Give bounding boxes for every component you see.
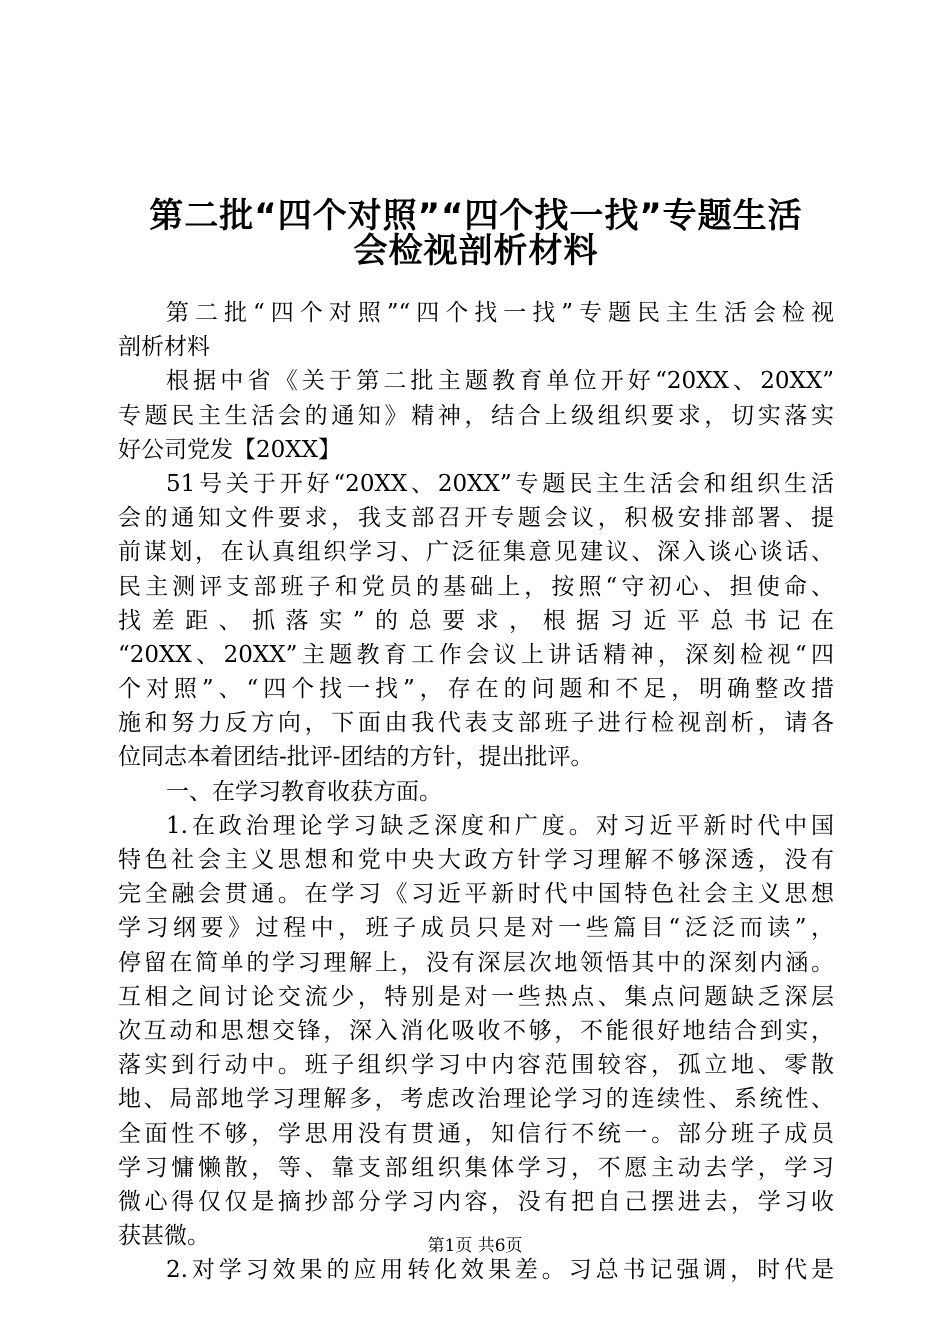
body-line: 次互动和思想交锋，深入消化吸收不够，不能很好地结合到实， bbox=[118, 1017, 834, 1044]
document-body bbox=[118, 296, 834, 1287]
body-line: 2.对学习效果的应用转化效果差。习总书记强调，时代是 bbox=[166, 1257, 834, 1284]
body-line: 专题民主生活会的通知》精神，结合上级组织要求，切实落实 bbox=[118, 402, 834, 429]
body-line: 剖析材料 bbox=[118, 334, 210, 361]
body-line: 地、局部地学习理解多，考虑改治理论学习的连续性、系统性、 bbox=[118, 1086, 834, 1113]
body-line: 学习纲要》过程中，班子成员只是对一些篇目“泛泛而读”， bbox=[118, 915, 834, 942]
body-line: 会的通知文件要求，我支部召开专题会议，积极安排部署、提 bbox=[118, 505, 834, 532]
body-line: 民主测评支部班子和党员的基础上，按照“守初心、担使命、 bbox=[118, 573, 834, 600]
body-line: 前谋划，在认真组织学习、广泛征集意见建议、深入谈心谈话、 bbox=[118, 539, 834, 566]
body-line: 施和努力反方向，下面由我代表支部班子进行检视剖析，请各 bbox=[118, 710, 834, 737]
body-line: 停留在简单的学习理解上，没有深层次地领悟其中的深刻内涵。 bbox=[118, 949, 834, 976]
body-line: 1.在政治理论学习缺乏深度和广度。对习近平新时代中国 bbox=[166, 812, 834, 839]
page-footer bbox=[0, 1231, 950, 1256]
body-line: 找差距、抓落实”的总要求，根据习近平总书记在 bbox=[118, 607, 834, 634]
body-line: 特色社会主义思想和党中央大政方针学习理解不够深透，没有 bbox=[118, 847, 834, 873]
body-line: 好公司党发【20XX】 bbox=[118, 436, 342, 463]
document-title-line-1: 第二批“四个对照”“四个找一找”专题生活 bbox=[149, 196, 803, 236]
body-line: 全面性不够，学思用没有贯通，知信行不统一。部分班子成员 bbox=[118, 1120, 834, 1147]
body-line: 第二批“四个对照”“四个找一找”专题民主生活会检视 bbox=[166, 300, 834, 326]
body-line: 学习慵懒散，等、靠支部组织集体学习，不愿主动去学，学习 bbox=[118, 1154, 834, 1181]
document-title-line-2: 会检视剖析材料 bbox=[353, 231, 599, 271]
body-line: 完全融会贯通。在学习《习近平新时代中国特色社会主义思想 bbox=[118, 881, 834, 908]
body-line: 根据中省《关于第二批主题教育单位开好“20XX、20XX” bbox=[166, 368, 834, 395]
body-line: 互相之间讨论交流少，特别是对一些热点、集点问题缺乏深层 bbox=[118, 983, 834, 1010]
body-line: “20XX、20XX”主题教育工作会议上讲话精神，深刻检视“四 bbox=[118, 641, 834, 668]
body-line: 位同志本着团结-批评-团结的方针，提出批评。 bbox=[118, 744, 594, 771]
body-line: 51号关于开好“20XX、20XX”专题民主生活会和组织生活 bbox=[166, 470, 834, 497]
body-line: 个对照”、“四个找一找”，存在的问题和不足，明确整改措 bbox=[118, 676, 834, 703]
section-heading: 一、在学习教育收获方面。 bbox=[166, 778, 442, 805]
body-line: 微心得仅仅是摘抄部分学习内容，没有把自己摆进去，学习收 bbox=[118, 1188, 834, 1215]
page-number: 第1页 共6页 bbox=[427, 1236, 523, 1256]
body-line: 落实到行动中。班子组织学习中内容范围较容，孤立地、零散 bbox=[118, 1052, 834, 1079]
body-line: 获甚微。 bbox=[118, 1223, 210, 1250]
